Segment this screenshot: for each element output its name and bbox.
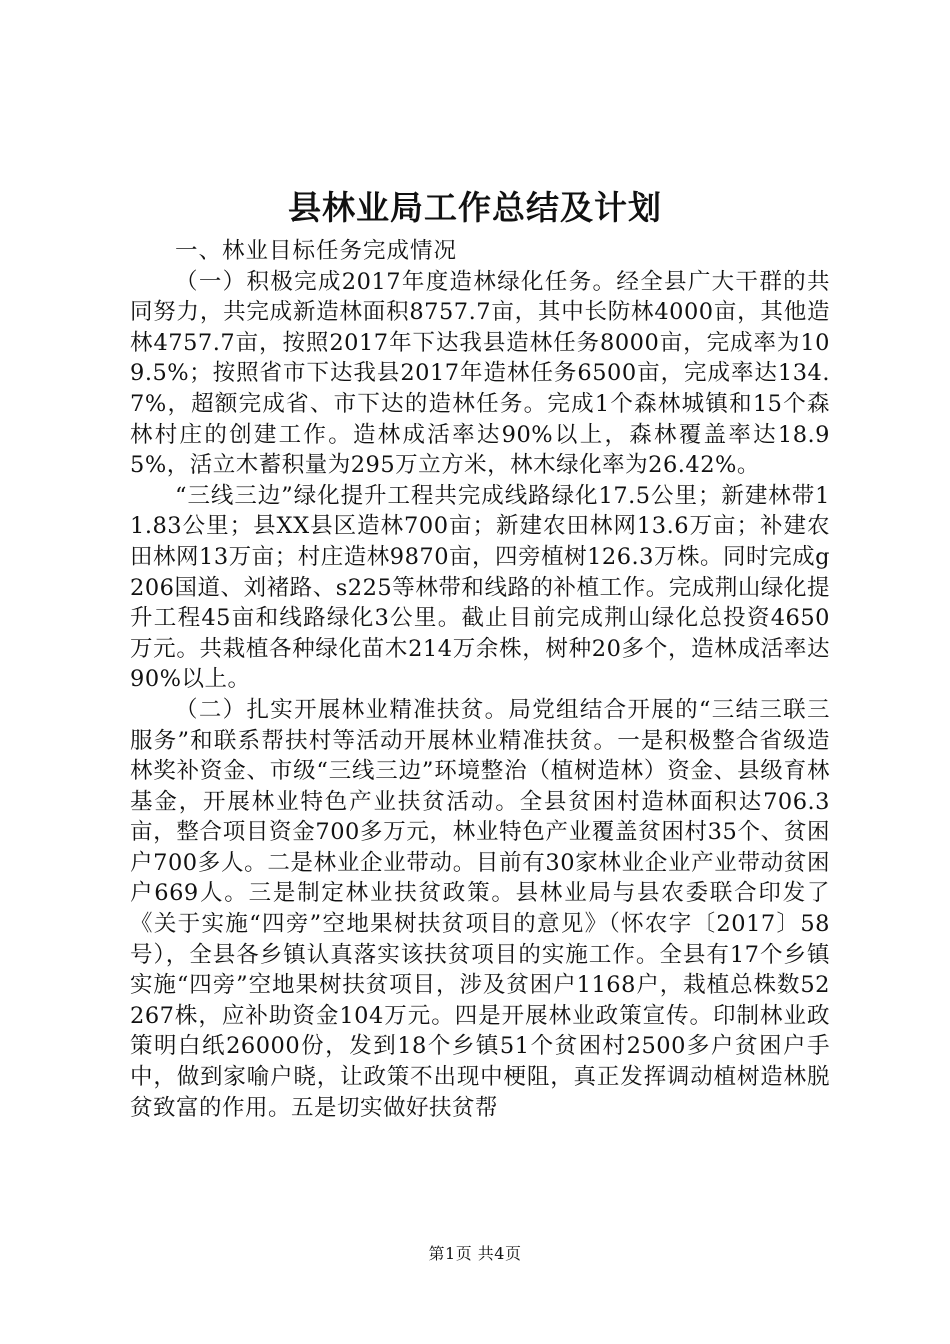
document-title: 县林业局工作总结及计划 bbox=[288, 188, 662, 227]
paragraph-greening-project: “三线三边”绿化提升工程共完成线路绿化17.5公里；新建林带11.83公里；县XX县区造林700亩；新建农田林网13.6万亩；补建农田林网13万亩；村庄造林9870亩，四旁植树126.3万株。同时完成g206国道、刘褚路、s225等林带和线路的补植工作。完成荆山绿化提升工程45亩和线路绿化3公里。截止目前完成荆山绿化总投资4650万元。共栽植各种绿化苗木214万余株，树种20多个，造林成活率达90%以上。 bbox=[130, 482, 830, 693]
paragraph-afforestation: （一）积极完成2017年度造林绿化任务。经全县广大干群的共同努力，共完成新造林面积8757.7亩，其中长防林4000亩，其他造林4757.7亩，按照2017年下达我县造林任务8000亩，完成率为109.5%；按照省市下达我县2017年造林任务6500亩，完成率达134.7%，超额完成省、市下达的造林任务。完成1个森林城镇和15个森林村庄的创建工作。造林成活率达90%以上，森林覆盖率达18.95%，活立木蓄积量为295万立方米，林木绿化率为26.42%。 bbox=[130, 268, 830, 479]
section-heading: 一、林业目标任务完成情况 bbox=[175, 238, 458, 264]
paragraph-poverty-alleviation: （二）扎实开展林业精准扶贫。局党组结合开展的“三结三联三服务”和联系帮扶村等活动开展林业精准扶贫。一是积极整合省级造林奖补资金、市级“三线三边”环境整治（植树造林）资金、县级育林基金，开展林业特色产业扶贫活动。全县贫困村造林面积达706.3亩，整合项目资金700多万元，林业特色产业覆盖贫困村35个、贫困户700多人。二是林业企业带动。目前有30家林业企业产业带动贫困户669人。三是制定林业扶贫政策。县林业局与县农委联合印发了《关于实施“四旁”空地果树扶贫项目的意见》（怀农字〔2017〕58号），全县各乡镇认真落实该扶贫项目的实施工作。全县有17个乡镇实施“四旁”空地果树扶贫项目，涉及贫困户1168户，栽植总株数52267株，应补助资金104万元。四是开展林业政策宣传。印制林业政策明白纸26000份，发到18个乡镇51个贫困村2500多户贫困户手中，做到家喻户晓，让政策不出现中梗阻，真正发挥调动植树造林脱贫致富的作用。五是切实做好扶贫帮 bbox=[130, 696, 830, 1121]
page-footer: 第1页 共4页 bbox=[428, 1244, 522, 1263]
document-body bbox=[130, 236, 830, 1123]
